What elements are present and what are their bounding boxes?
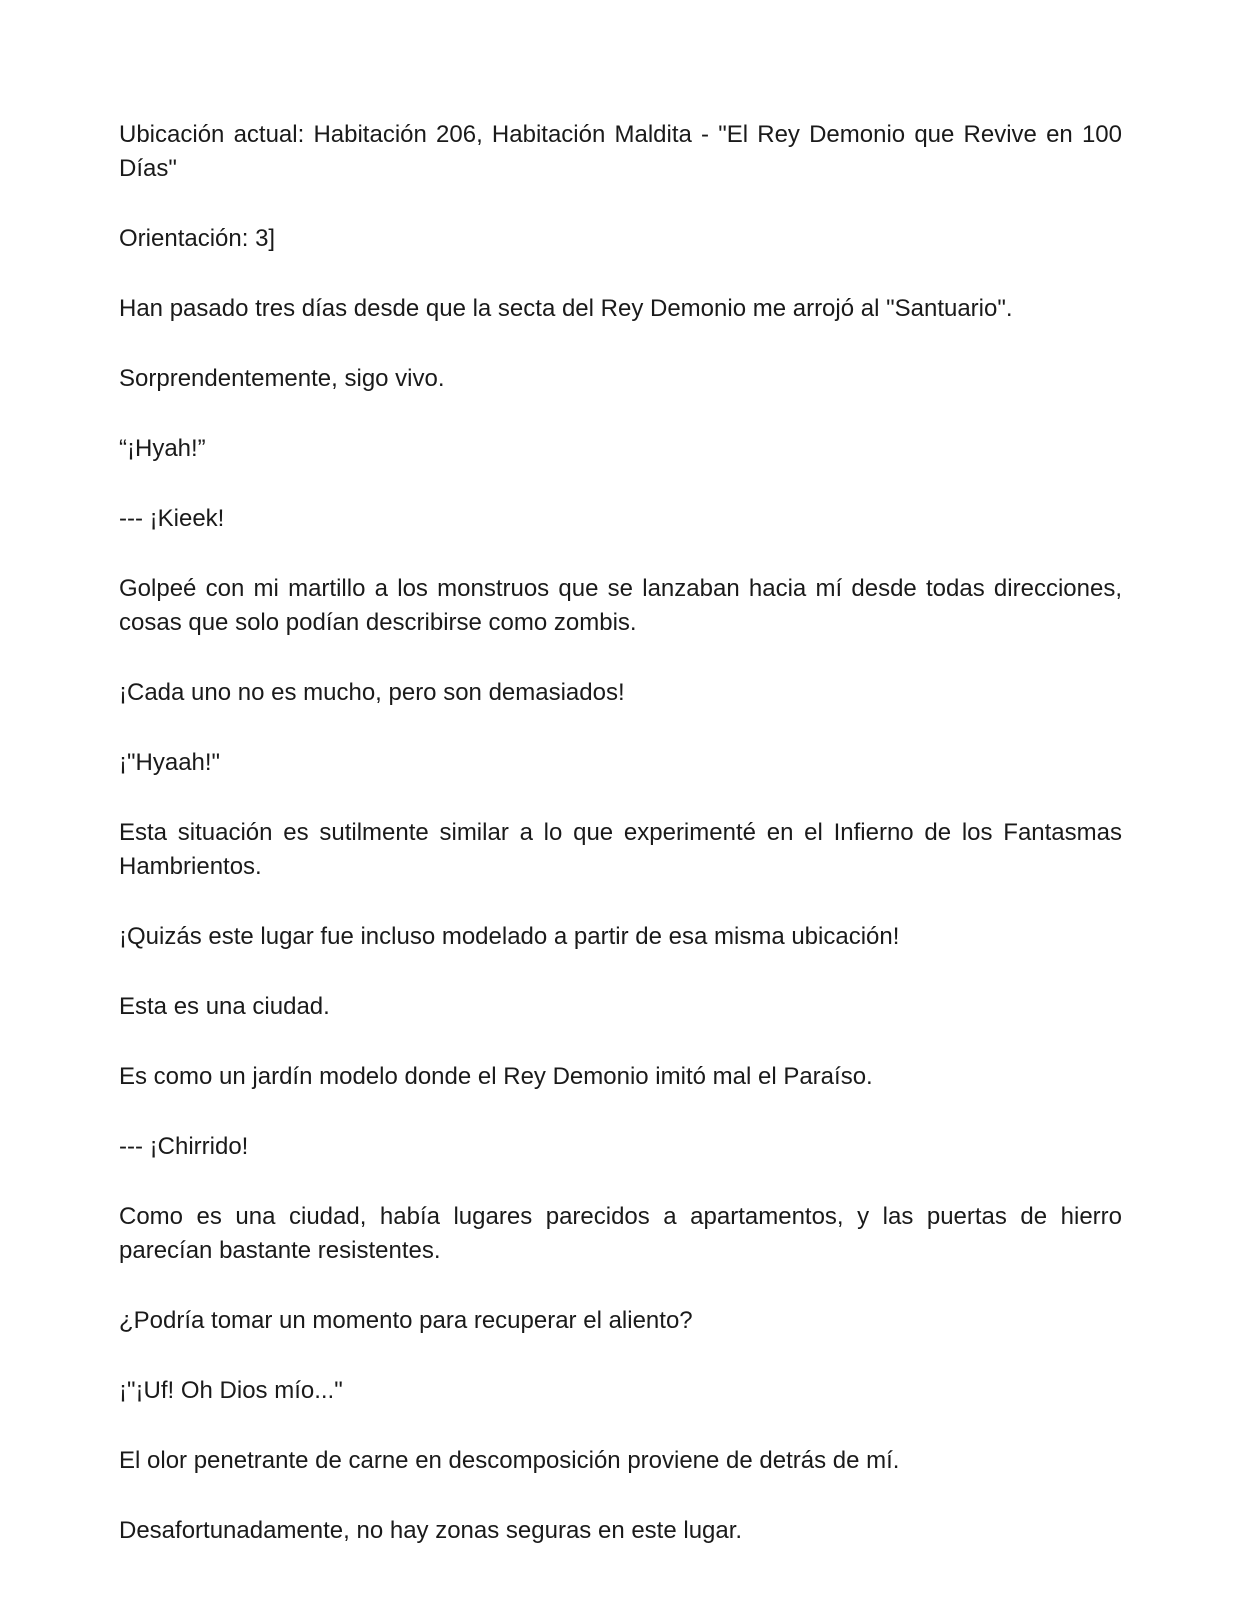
paragraph: ¿Podría tomar un momento para recuperar el aliento? <box>119 1307 693 1334</box>
paragraph: Como es una ciudad, había lugares parecidos a apartamentos, y las puertas de hierro parecían bastante resistentes. <box>119 1203 1122 1264</box>
sound-effect-line: --- ¡Chirrido! <box>119 1133 249 1160</box>
paragraph: ¡Cada uno no es mucho, pero son demasiados! <box>119 679 625 706</box>
document-body <box>119 118 1122 1584</box>
paragraph-orientation: Orientación: 3] <box>119 225 276 252</box>
paragraph: Han pasado tres días desde que la secta del Rey Demonio me arrojó al "Santuario". <box>119 295 1013 322</box>
paragraph: Esta es una ciudad. <box>119 993 330 1020</box>
paragraph: ¡Quizás este lugar fue incluso modelado a partir de esa misma ubicación! <box>119 923 900 950</box>
dialogue-line: ¡"¡Uf! Oh Dios mío..." <box>119 1377 343 1404</box>
dialogue-line: “¡Hyah!” <box>119 435 206 462</box>
paragraph: Es como un jardín modelo donde el Rey Demonio imitó mal el Paraíso. <box>119 1063 873 1090</box>
dialogue-line: ¡"Hyaah!" <box>119 749 221 776</box>
paragraph: Golpeé con mi martillo a los monstruos que se lanzaban hacia mí desde todas direcciones, cosas que solo podían describirse como zombis. <box>119 575 1122 636</box>
paragraph-location-header: Ubicación actual: Habitación 206, Habitación Maldita - "El Rey Demonio que Revive en 100 Días" <box>119 121 1122 182</box>
paragraph: Desafortunadamente, no hay zonas seguras en este lugar. <box>119 1517 743 1544</box>
sound-effect-line: --- ¡Kieek! <box>119 505 225 532</box>
paragraph: Sorprendentemente, sigo vivo. <box>119 365 445 392</box>
paragraph: Esta situación es sutilmente similar a lo que experimenté en el Infierno de los Fantasmas Hambrientos. <box>119 819 1122 880</box>
paragraph: El olor penetrante de carne en descomposición proviene de detrás de mí. <box>119 1447 900 1474</box>
